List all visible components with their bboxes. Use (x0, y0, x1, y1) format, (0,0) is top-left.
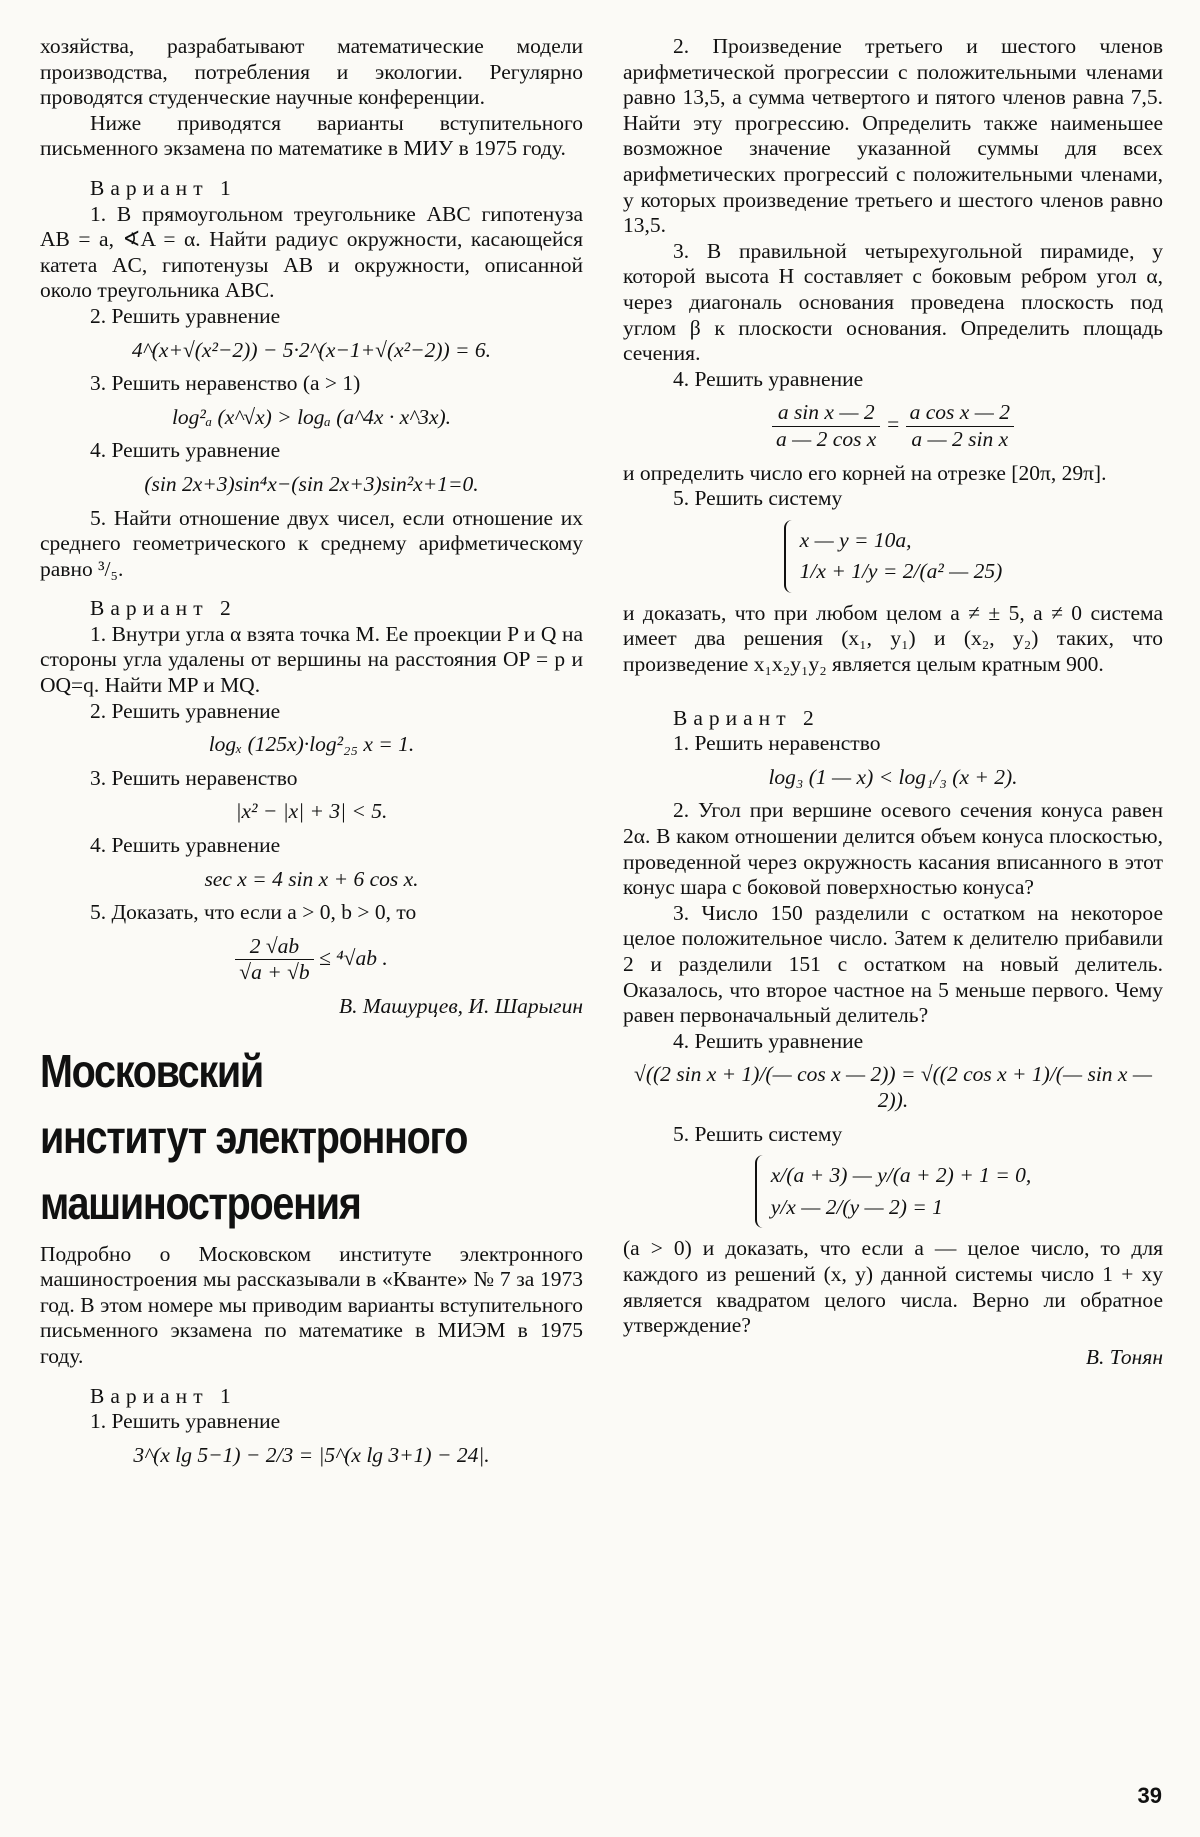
numerator: a sin x — 2 (772, 400, 880, 427)
inequality: |x² − |x| + 3| < 5. (235, 799, 388, 824)
variant-heading: Вариант 1 (90, 175, 237, 200)
problem-text: 5. Доказать, что если a > 0, b > 0, то (90, 900, 417, 925)
right-column (623, 34, 1163, 1370)
signature: В. Машурцев, И. Шарыгин (339, 994, 583, 1018)
section-title-line: институт электронного (40, 1110, 468, 1163)
equals-sign: = (885, 412, 901, 437)
section-title-line: Московский (40, 1044, 263, 1097)
system-brace (784, 520, 1003, 593)
intro-paragraph-2: Ниже приводятся варианты вступительного письменного экзамена по математике в МИУ в 1975 году. (40, 110, 583, 161)
variant-heading: Вариант 2 (673, 705, 820, 730)
problem-text: 1. В прямоугольном треугольнике ABC гипотенуза AB = a, ∢A = α. Найти радиус окружности, касающейся катета AC, гипотенузы AB и окружности, описанной около треугольника ABC. (40, 201, 583, 303)
problem-text: 2. Произведение третьего и шестого членов арифметической прогрессии с положительными членами равно 13,5, а сумма четвертого и пятого членов равна 7,5. Найти эту прогрессию. Определить также наименьшее возможное значение указанной суммы для всех арифметических прогрессий с положительными членами, у которых произведение третьего и шестого членов равно 13,5. (623, 34, 1163, 238)
system-line: 1/x + 1/y = 2/(a² — 25) (799, 559, 1003, 584)
equation: √((2 sin x + 1)/(— cos x — 2)) = √((2 cos x + 1)/(— sin x — 2)). (634, 1062, 1152, 1112)
equation: 4^(x+√(x²−2)) − 5·2^(x−1+√(x²−2)) = 6. (131, 337, 492, 362)
inequality: log₃ (1 — x) < log₁/₃ (x + 2). (768, 764, 1018, 789)
system-line: x — y = 10a, (799, 527, 912, 552)
equation: (sin 2x+3)sin⁴x−(sin 2x+3)sin²x+1=0. (144, 471, 479, 496)
problem-text: 2. Угол при вершине осевого сечения конуса равен 2α. В каком отношении делится объем конуса плоскостью, проведенной через окружность касания вписанного в этот конус шара с боковой поверхностью конуса? (623, 798, 1163, 900)
fraction (906, 400, 1014, 452)
page-number: 39 (1137, 1783, 1162, 1808)
section-intro: Подробно о Московском институте электронного машиностроения мы рассказывали в «Кванте» № 7 за 1973 год. В этом номере мы приводим варианты вступительного письменного экзамена по математике в МИЭМ в 1975 году. (40, 1241, 583, 1368)
variant-heading: Вариант 2 (90, 596, 237, 621)
problem-text: 1. Внутри угла α взята точка M. Ее проекции P и Q на стороны угла удалены от вершины на расстояния OP = p и OQ=q. Найти MP и MQ. (40, 621, 583, 698)
equation: 3^(x lg 5−1) − 2/3 = |5^(x lg 3+1) − 24|. (133, 1442, 490, 1467)
problem-text: 4. Решить уравнение (673, 366, 864, 391)
equation (623, 400, 1163, 452)
intro-paragraph: хозяйства, разрабатывают математические модели производства, потребления и экологии. Регулярно проводятся студенческие научные конференции. (40, 34, 583, 110)
denominator: √a + √b (239, 960, 310, 985)
system-brace (755, 1155, 1031, 1228)
numerator: a cos x — 2 (906, 400, 1014, 427)
system (623, 520, 1163, 593)
problem-text: 3. Решить неравенство (a > 1) (90, 371, 361, 396)
variant-heading: Вариант 1 (90, 1383, 237, 1408)
fraction (235, 934, 313, 986)
system-line: x/(a + 3) — y/(a + 2) + 1 = 0, (770, 1163, 1032, 1188)
system (623, 1155, 1163, 1228)
problem-text: 3. Число 150 разделили с остатком на некоторое целое положительное число. Затем к делителю прибавили 2 и разделили 151 с остатком на новый делитель. Оказалось, что второе частное на 5 меньше первого. Чему равен первоначальный делитель? (623, 900, 1163, 1028)
equation: sec x = 4 sin x + 6 cos x. (204, 866, 419, 891)
problem-text: 1. Решить уравнение (90, 1409, 281, 1434)
problem-text: и доказать, что при любом целом a ≠ ± 5, a ≠ 0 система имеет два решения (x₁, y₁) и (x₂, y₂) таких, что произведение x₁x₂y₁y₂ является целым кратным 900. (623, 600, 1163, 677)
problem-text: 4. Решить уравнение (90, 438, 281, 463)
system-line: y/x — 2/(y — 2) = 1 (770, 1194, 943, 1219)
problem-text: 2. Решить уравнение (90, 303, 281, 328)
denominator: a — 2 sin x (911, 426, 1009, 451)
denominator: a — 2 cos x (776, 426, 877, 451)
inequality (40, 934, 583, 986)
problem-text: 5. Решить систему (673, 1121, 843, 1146)
problem-text: 5. Решить систему (673, 486, 843, 511)
section-title (40, 1038, 507, 1236)
problem-text: и определить число его корней на отрезке [20π, 29π]. (623, 460, 1107, 485)
left-column (40, 34, 583, 1476)
inequality: log²ₐ (x^√x) > logₐ (a^4x · x^3x). (171, 404, 452, 429)
problem-text: (a > 0) и доказать, что если a — целое число, то для каждого из решений (x, y) данной системы число 1 + xy является квадратом целого числа. Верно ли обратное утверждение? (623, 1236, 1163, 1338)
problem-text: 5. Найти отношение двух чисел, если отношение их среднего геометрического к среднему арифметическому равно ³/₅. (40, 505, 583, 581)
rhs: ≤ ⁴√ab . (319, 945, 388, 970)
equation: logₓ (125x)·log²₂₅ x = 1. (208, 732, 415, 757)
section-title-line: машиностроения (40, 1176, 361, 1229)
problem-text: 1. Решить неравенство (673, 731, 881, 756)
problem-text: 3. Решить неравенство (90, 765, 298, 790)
fraction (772, 400, 880, 452)
signature: В. Тонян (1085, 1344, 1163, 1369)
problem-text: 4. Решить уравнение (673, 1028, 864, 1053)
problem-text: 2. Решить уравнение (90, 698, 281, 723)
numerator: 2 √ab (235, 934, 313, 961)
problem-text: 3. В правильной четырехугольной пирамиде, у которой высота H составляет с боковым ребром угол α, через диагональ основания проведена плоскость под углом β к плоскости основания. Определить площадь сечения. (623, 238, 1163, 366)
problem-text: 4. Решить уравнение (90, 833, 281, 858)
